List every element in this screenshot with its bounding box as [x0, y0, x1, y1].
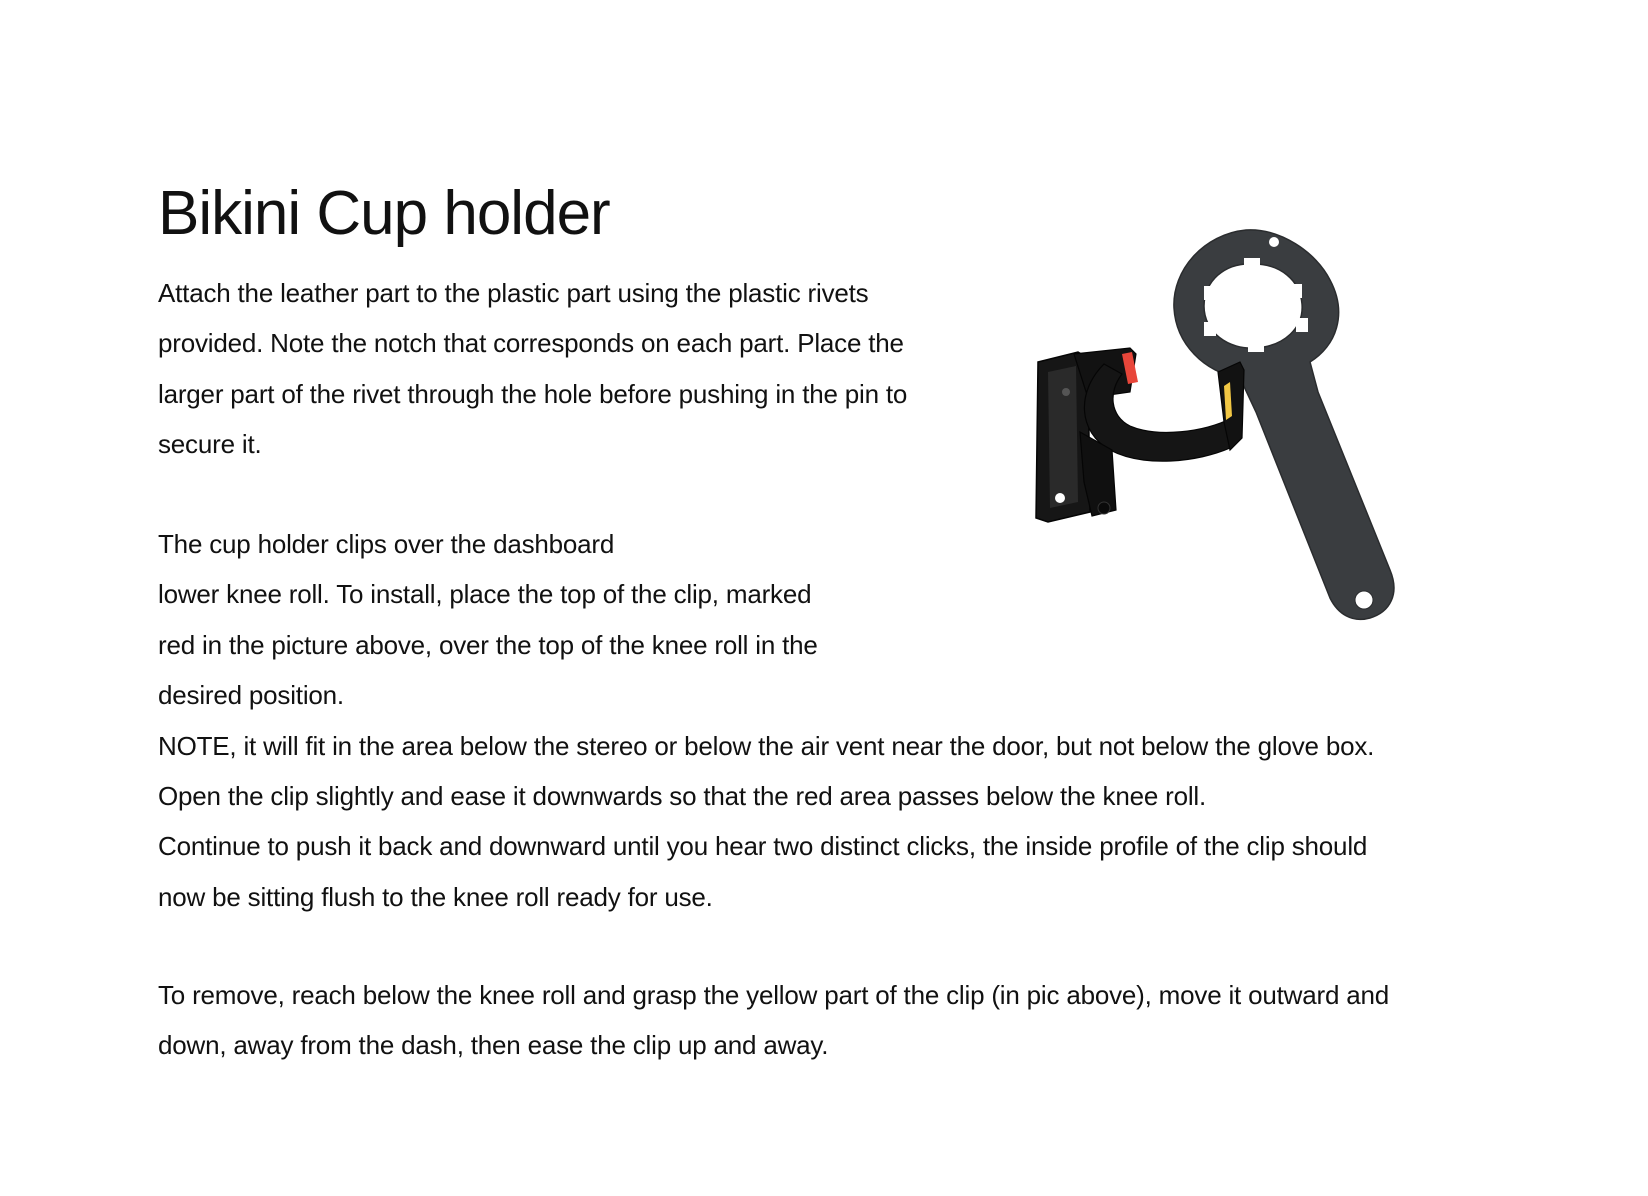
cup-holder-illustration [1018, 222, 1478, 662]
text-line: lower knee roll. To install, place the top of the clip, marked [158, 579, 812, 610]
page-title: Bikini Cup holder [158, 179, 610, 248]
text-line: To remove, reach below the knee roll and grasp the yellow part of the clip (in pic above), move it outward and [158, 980, 1390, 1010]
text-line: Open the clip slightly and ease it downwards so that the red area passes below the knee roll. [158, 781, 1207, 812]
paragraph-remove [158, 970, 1389, 1071]
text-line: NOTE, it will fit in the area below the stereo or below the air vent near the door, but not below the glove box. [158, 730, 1375, 761]
text-line: provided. Note the notch that corresponds on each part. Place the [158, 328, 904, 359]
text-line: desired position. [158, 680, 344, 711]
text-line: larger part of the rivet through the hole before pushing in the pin to [158, 378, 908, 409]
text-line: secure it. [158, 429, 262, 460]
text-line: Continue to push it back and downward until you hear two distinct clicks, the inside profile of the clip should [158, 831, 1368, 862]
cup-holder-clip-icon [1036, 348, 1244, 522]
paragraph-attach [158, 268, 907, 470]
text-line: now be sitting flush to the knee roll ready for use. [158, 881, 713, 912]
leather-ring-strap-icon [1174, 230, 1394, 619]
text-line: red in the picture above, over the top of the knee roll in the [158, 629, 818, 660]
text-line: The cup holder clips over the dashboard [158, 529, 615, 559]
text-line: down, away from the dash, then ease the clip up and away. [158, 1030, 829, 1061]
text-line: Attach the leather part to the plastic part using the plastic rivets [158, 278, 869, 308]
